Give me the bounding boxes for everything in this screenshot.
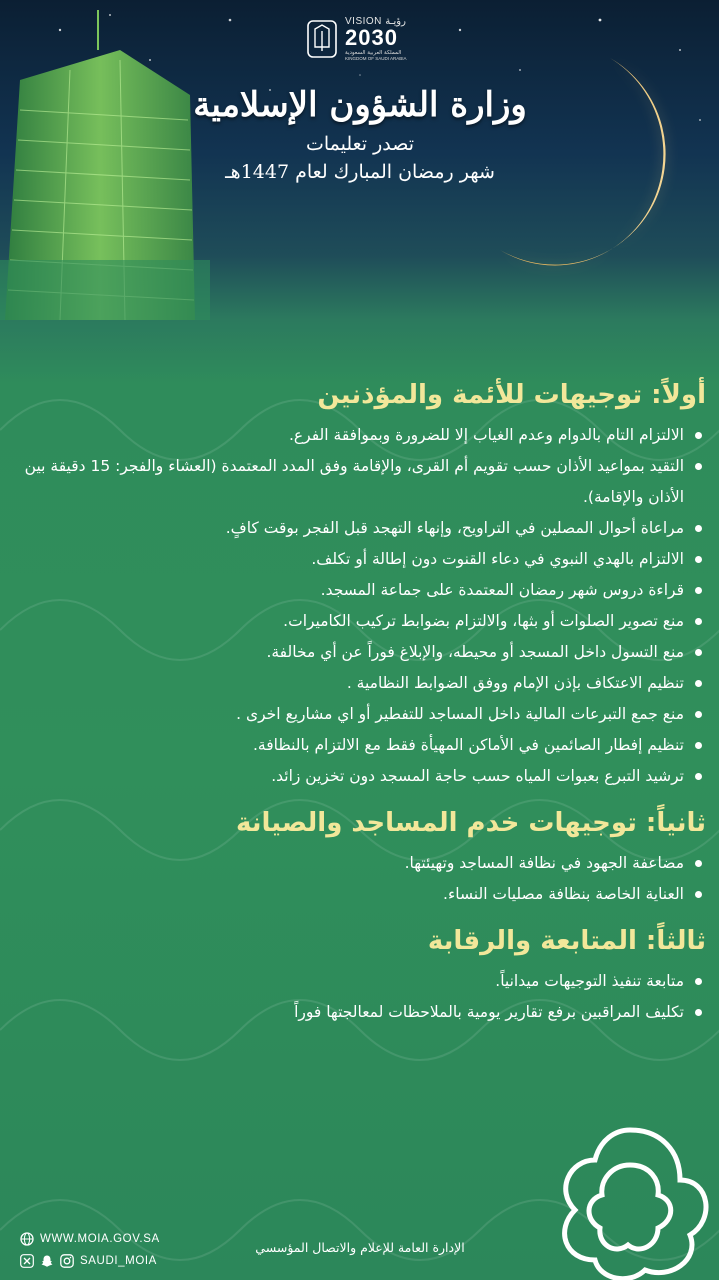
bullet-icon xyxy=(695,618,702,625)
bullet-icon xyxy=(695,587,702,594)
bullet-icon xyxy=(695,680,702,687)
list-item-text: التقيد بمواعيد الأذان حسب تقويم أم القرى، والإقامة وفق المدد المعتمدة (العشاء والفجر: 15 دقيقة بين الأذان والإقامة). xyxy=(24,457,684,506)
vision-2030-logo xyxy=(305,10,425,68)
department-name: الإدارة العامة للإعلام والاتصال المؤسسي xyxy=(255,1240,465,1255)
bullet-icon xyxy=(695,773,702,780)
section-title: ثانياً: توجيهات خدم المساجد والصيانة xyxy=(236,808,706,838)
section-list xyxy=(20,966,706,1028)
list-item-text: مراعاة أحوال المصلين في التراويح، وإنهاء التهجد قبل الفجر بوقت كافٍ. xyxy=(225,519,684,537)
footer-contacts xyxy=(20,1228,160,1272)
page-header xyxy=(140,85,580,183)
bullet-icon xyxy=(695,711,702,718)
list-item-text: مضاعفة الجهود في نظافة المساجد وتهيئتها. xyxy=(404,854,684,872)
ministry-emblem-icon xyxy=(305,17,339,61)
vision-label: VISION رؤيـة xyxy=(345,16,406,27)
list-item xyxy=(20,575,706,606)
bullet-icon xyxy=(695,891,702,898)
bullet-icon xyxy=(695,742,702,749)
bullet-icon xyxy=(695,556,702,563)
globe-icon xyxy=(20,1232,34,1246)
list-item xyxy=(20,730,706,761)
list-item-text: تنظيم الاعتكاف بإذن الإمام ووفق الضوابط النظامية . xyxy=(346,674,684,692)
list-item-text: تكليف المراقبين برفع تقارير يومية بالملاحظات لمعالجتها فوراً xyxy=(294,1003,684,1021)
list-item xyxy=(20,879,706,910)
list-item xyxy=(20,420,706,451)
list-item-text: منع تصوير الصلوات أو بثها، والالتزام بضوابط تركيب الكاميرات. xyxy=(283,612,684,630)
kingdom-arabic: المملكة العربية السعودية xyxy=(345,50,402,56)
section-imams xyxy=(20,380,706,792)
list-item xyxy=(20,997,706,1028)
list-item-text: منع التسول داخل المسجد أو محيطه، والإبلاغ فوراً عن أي مخالفة. xyxy=(266,643,684,661)
list-item xyxy=(20,513,706,544)
list-item xyxy=(20,451,706,513)
list-item xyxy=(20,699,706,730)
website-link[interactable]: WWW.MOIA.GOV.SA xyxy=(40,1233,160,1245)
list-item xyxy=(20,637,706,668)
bullet-icon xyxy=(695,525,702,532)
list-item-text: تنظيم إفطار الصائمين في الأماكن المهيأة فقط مع الالتزام بالنظافة. xyxy=(253,736,684,754)
list-item-text: قراءة دروس شهر رمضان المعتمدة على جماعة المسجد. xyxy=(320,581,684,599)
list-item xyxy=(20,966,706,997)
x-icon[interactable] xyxy=(20,1254,34,1268)
instagram-icon[interactable] xyxy=(60,1254,74,1268)
instructions-content xyxy=(20,380,706,1028)
kingdom-english: KINGDOM OF SAUDI ARABIA xyxy=(345,55,407,61)
bullet-icon xyxy=(695,978,702,985)
vision-year: 2030 xyxy=(345,25,398,50)
page-title: وزارة الشؤون الإسلامية xyxy=(193,85,527,125)
section-mosque-services xyxy=(20,808,706,910)
list-item xyxy=(20,848,706,879)
list-item-text: العناية الخاصة بنظافة مصليات النساء. xyxy=(443,885,684,903)
section-list xyxy=(20,420,706,792)
section-monitoring xyxy=(20,926,706,1028)
page-subtitle-year: شهر رمضان المبارك لعام 1447هـ xyxy=(225,161,495,183)
list-item-text: منع جمع التبرعات المالية داخل المساجد للتفطير أو اي مشاريع اخرى . xyxy=(236,705,684,723)
social-row xyxy=(20,1250,160,1272)
list-item xyxy=(20,606,706,637)
bullet-icon xyxy=(695,463,702,470)
bullet-icon xyxy=(695,649,702,656)
decorative-rosette-icon xyxy=(540,1110,719,1280)
list-item xyxy=(20,544,706,575)
section-list xyxy=(20,848,706,910)
snapchat-icon[interactable] xyxy=(40,1254,54,1268)
vision-wordmark xyxy=(345,17,407,61)
list-item xyxy=(20,761,706,792)
list-item-text: الالتزام التام بالدوام وعدم الغياب إلا للضرورة وبموافقة الفرع. xyxy=(288,426,684,444)
page-subtitle: تصدر تعليمات xyxy=(305,133,415,155)
bullet-icon xyxy=(695,1009,702,1016)
section-title: أولاً: توجيهات للأئمة والمؤذنين xyxy=(317,380,706,410)
list-item-text: الالتزام بالهدي النبوي في دعاء القنوت دون إطالة أو تكلف. xyxy=(311,550,684,568)
section-title: ثالثاً: المتابعة والرقابة xyxy=(427,926,706,956)
bullet-icon xyxy=(695,432,702,439)
list-item-text: متابعة تنفيذ التوجيهات ميدانياً. xyxy=(495,972,684,990)
website-row xyxy=(20,1228,160,1250)
list-item xyxy=(20,668,706,699)
list-item-text: ترشيد التبرع بعبوات المياه حسب حاجة المسجد دون تخزين زائد. xyxy=(271,767,684,785)
social-handle[interactable]: SAUDI_MOIA xyxy=(80,1255,157,1267)
bullet-icon xyxy=(695,860,702,867)
